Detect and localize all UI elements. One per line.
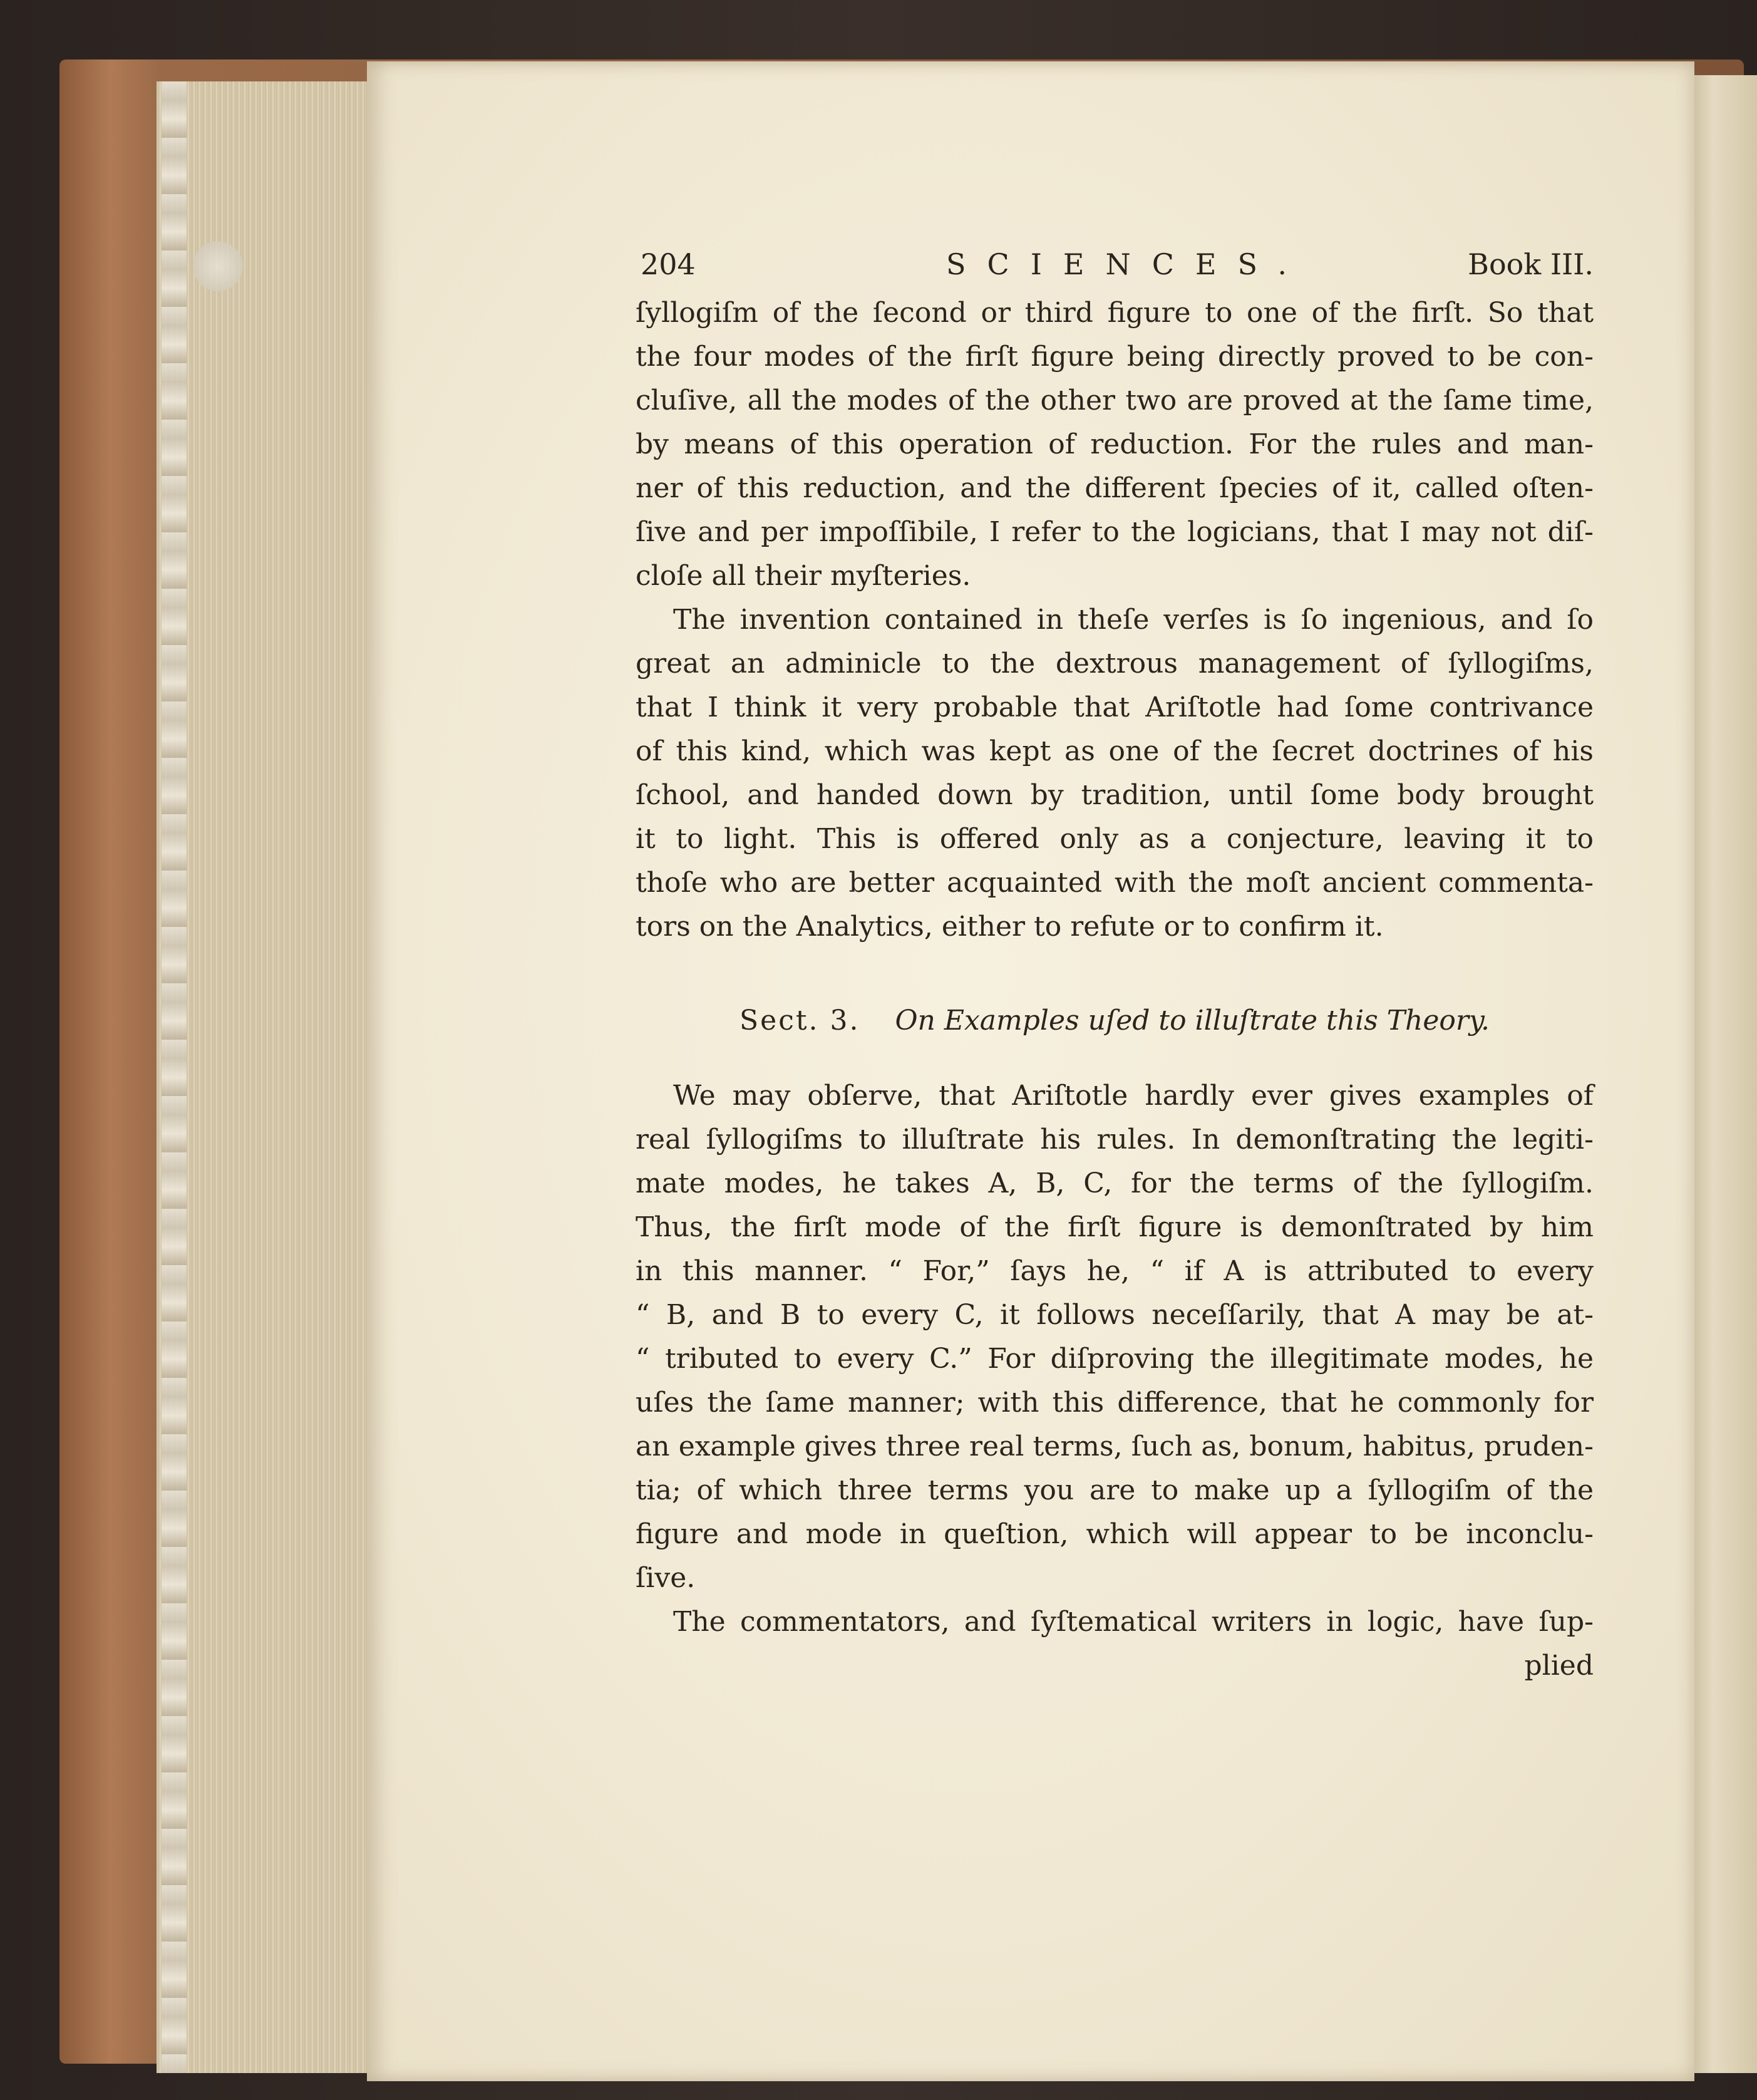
text-line: “ tributed to every C.” For diſproving the illegitimate modes, he [636, 1343, 1594, 1375]
page-edges [157, 81, 371, 2073]
text-line: uſes the ſame manner; with this difference, that he commonly for [636, 1387, 1594, 1419]
page-stain [193, 241, 243, 291]
text-line: real ſyllogiſms to illuſtrate his rules. In demonſtrating the legiti- [636, 1124, 1594, 1156]
text-line: ſive. [636, 1562, 696, 1594]
text-line: ner of this reduction, and the different ſpecies of it, called oſten- [636, 472, 1594, 504]
text-line: Thus, the firſt mode of the firſt figure is demonſtrated by him [636, 1211, 1594, 1243]
marbled-edge [162, 81, 187, 2073]
text-line: “ B, and B to every C, it follows neceſſarily, that A may be at- [636, 1299, 1594, 1331]
page-number: 204 [641, 247, 696, 281]
paragraph-2 [636, 598, 1594, 949]
section-gap [636, 949, 1594, 993]
text-line: great an adminicle to the dextrous management of ſyllogiſms, [636, 648, 1594, 680]
paragraph-4 [636, 1600, 1594, 1644]
text-line: that I think it very probable that Ariſtotle had ſome contrivance [636, 691, 1594, 723]
text-line: thoſe who are better acquainted with the moſt ancient commenta- [636, 867, 1594, 899]
text-line: ſyllogiſm of the ſecond or third figure to one of the firſt. So that [636, 297, 1594, 329]
text-line: an example gives three real terms, ſuch as, bonum, habitus, pruden- [636, 1430, 1594, 1462]
section-heading [636, 993, 1594, 1049]
facing-page-edge [1694, 75, 1757, 2073]
text-line: the four modes of the firſt figure being directly proved to be con- [636, 341, 1594, 373]
text-line: The invention contained in theſe verſes is ſo ingenious, and ſo [673, 604, 1594, 636]
text-line: ſive and per impoſſibile, I refer to the logicians, that I may not diſ- [636, 516, 1594, 548]
text-line: cloſe all their myſteries. [636, 560, 971, 592]
section-gap [636, 1049, 1594, 1074]
section-label: Sect. 3. [739, 1005, 860, 1037]
text-line: We may obſerve, that Ariſtotle hardly ever gives examples of [673, 1080, 1594, 1112]
text-line: ſchool, and handed down by tradition, until ſome body brought [636, 779, 1594, 811]
text-line: cluſive, all the modes of the other two are proved at the ſame time, [636, 385, 1594, 416]
paragraph-1 [636, 291, 1594, 598]
text-line: The commentators, and ſyſtematical writers in logic, have ſup- [673, 1606, 1594, 1638]
paragraph-3 [636, 1074, 1594, 1600]
section-title: On Examples uſed to illuſtrate this Theory. [895, 1005, 1490, 1037]
book-label: Book III. [1468, 247, 1594, 281]
text-line: of this kind, which was kept as one of the ſecret doctrines of his [636, 735, 1594, 767]
text-line: tia; of which three terms you are to make up a ſyllogiſm of the [636, 1474, 1594, 1506]
running-title: SCIENCES. [946, 247, 1308, 281]
page-text [636, 247, 1594, 1688]
text-line: it to light. This is offered only as a conjecture, leaving it to [636, 823, 1594, 855]
text-line: mate modes, he takes A, B, C, for the terms of the ſyllogiſm. [636, 1167, 1594, 1199]
text-line: in this manner. “ For,” ſays he, “ if A is attributed to every [636, 1255, 1594, 1287]
running-head [636, 247, 1594, 291]
text-line: by means of this operation of reduction. For the rules and man- [636, 428, 1594, 460]
text-line: tors on the Analytics, either to refute or to confirm it. [636, 911, 1384, 943]
text-line: figure and mode in queſtion, which will appear to be inconclu- [636, 1518, 1594, 1550]
catchword: plied [1524, 1650, 1594, 1682]
